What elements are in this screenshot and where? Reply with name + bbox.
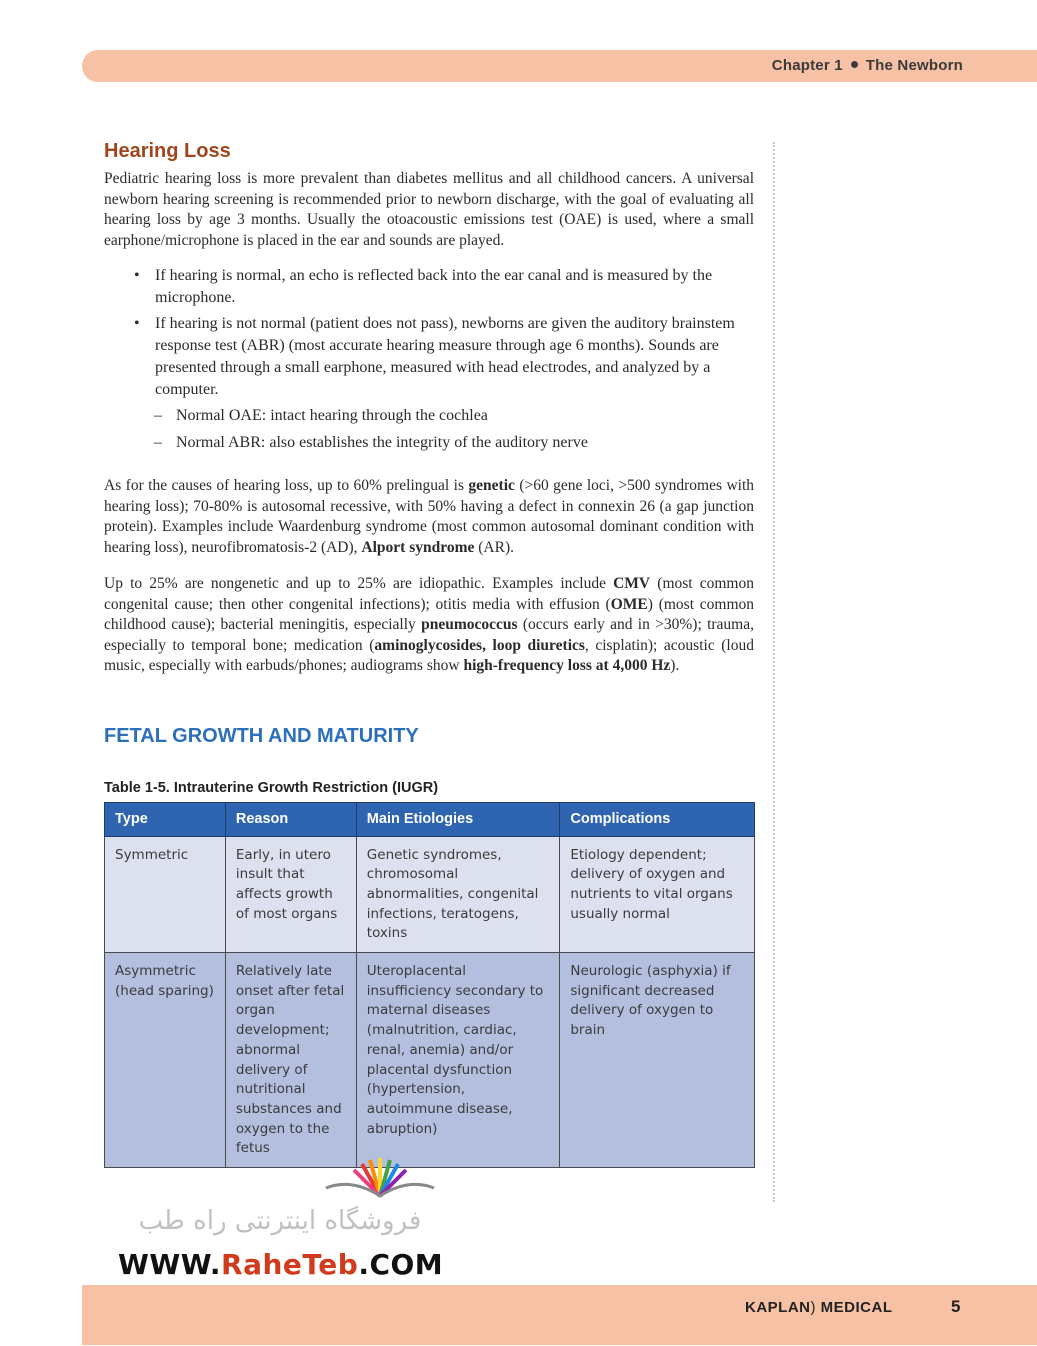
open-book-logo-icon: [322, 1152, 438, 1202]
brand-name: KAPLAN: [745, 1299, 811, 1316]
table-cell: Relatively late onset after fetal organ development; abnormal delivery of nutritional substances and oxygen to the fetus: [225, 953, 356, 1168]
nongenetic-paragraph: Up to 25% are nongenetic and up to 25% are idiopathic. Examples include CMV (most common congenital cause; then other congenital infections); otitis media with effusion (OME) (most common childhood cause); bacterial meningitis, especially pneumococcus (occurs early and in >30%); trauma, especially to temporal bone; medication (aminoglycosides, loop diuretics, cisplatin); acoustic (loud music, especially with earbuds/phones; audiograms show high-frequency loss at 4,000 Hz).: [104, 575, 755, 674]
fetal-growth-heading: FETAL GROWTH AND MATURITY: [104, 724, 419, 747]
table-caption: Table 1-5. Intrauterine Growth Restriction (IUGR): [104, 779, 439, 796]
table-row: [105, 836, 755, 953]
watermark-url: WWW.RaheTeb.COM: [118, 1248, 444, 1281]
footer-band: [82, 1285, 1037, 1345]
bullet-text: If hearing is not normal (patient does not pass), newborns are given the auditory brainstem response test (ABR) (most accurate hearing measure through age 6 months). Sounds are presented through a small earphone, measured with head electrodes, and analyzed by a computer.: [155, 315, 735, 398]
table-cell: Asymmetric (head sparing): [105, 953, 226, 1168]
list-item: [104, 405, 754, 427]
brand-suffix: MEDICAL: [820, 1299, 893, 1316]
table-header-row: [105, 802, 755, 836]
causes-paragraph: As for the causes of hearing loss, up to 60% prelingual is genetic (>60 gene loci, >500 syndromes with hearing loss); 70-80% is autosomal recessive, with 50% having a defect in connexin 26 (a gap junction protein). Examples include Waardenburg syndrome (most common autosomal dominant condition with hearing loss), neurofibromatosis-2 (AD), Alport syndrome (AR).: [104, 477, 754, 556]
list-item: [104, 313, 754, 401]
dash-text: Normal ABR: also establishes the integrity of the auditory nerve: [176, 434, 588, 451]
chapter-label: Chapter 1: [771, 57, 843, 74]
hearing-bullet-list: [104, 265, 754, 401]
table-cell: Uteroplacental insufficiency secondary to maternal diseases (malnutrition, cardiac, renal, anemia) and/or placental dysfunction (hypertension, autoimmune disease, abruption): [356, 953, 560, 1168]
main-content: [104, 140, 754, 1168]
column-header: Main Etiologies: [356, 802, 560, 836]
list-item: [104, 265, 754, 309]
table-cell: Early, in utero insult that affects growth of most organs: [225, 836, 356, 953]
page-number: 5: [951, 1297, 961, 1316]
column-header: Reason: [225, 802, 356, 836]
running-header: [772, 57, 963, 74]
column-header: Complications: [560, 802, 755, 836]
hearing-dash-list: [104, 405, 754, 454]
raheteb-watermark: [110, 1148, 450, 1288]
watermark-persian-text: فروشگاه اینترنتی راه طب: [138, 1206, 422, 1236]
bullet-text: If hearing is normal, an echo is reflected back into the ear canal and is measured by the microphone.: [155, 267, 713, 306]
bullet-dot-icon: [851, 61, 858, 68]
iugr-table: [104, 802, 755, 1169]
bullet-icon: •: [134, 315, 140, 332]
list-item: [104, 432, 754, 454]
dash-text: Normal OAE: intact hearing through the cochlea: [176, 407, 488, 424]
margin-rule: [773, 142, 775, 1202]
hearing-intro-paragraph: Pediatric hearing loss is more prevalent than diabetes mellitus and all childhood cancers. A universal newborn hearing screening is recommended prior to newborn discharge, with the goal of evaluating all hearing loss by age 3 months. Usually the otoacoustic emissions test (OAE) is used, where a small earphone/microphone is placed in the ear and sounds are played.: [104, 170, 754, 249]
chapter-title: The Newborn: [865, 57, 963, 74]
table-cell: Etiology dependent; delivery of oxygen and nutrients to vital organs usually normal: [560, 836, 755, 953]
table-cell: Genetic syndromes, chromosomal abnormalities, congenital infections, teratogens, toxins: [356, 836, 560, 953]
kaplan-medical-logo: KAPLAN) MEDICAL: [745, 1299, 893, 1316]
table-cell: Neurologic (asphyxia) if significant decreased delivery of oxygen to brain: [560, 953, 755, 1168]
column-header: Type: [105, 802, 226, 836]
dash-icon: –: [154, 407, 162, 424]
table-cell: Symmetric: [105, 836, 226, 953]
table-row: [105, 953, 755, 1168]
hearing-loss-heading: Hearing Loss: [104, 140, 231, 162]
dash-icon: –: [154, 434, 162, 451]
bullet-icon: •: [134, 267, 140, 284]
